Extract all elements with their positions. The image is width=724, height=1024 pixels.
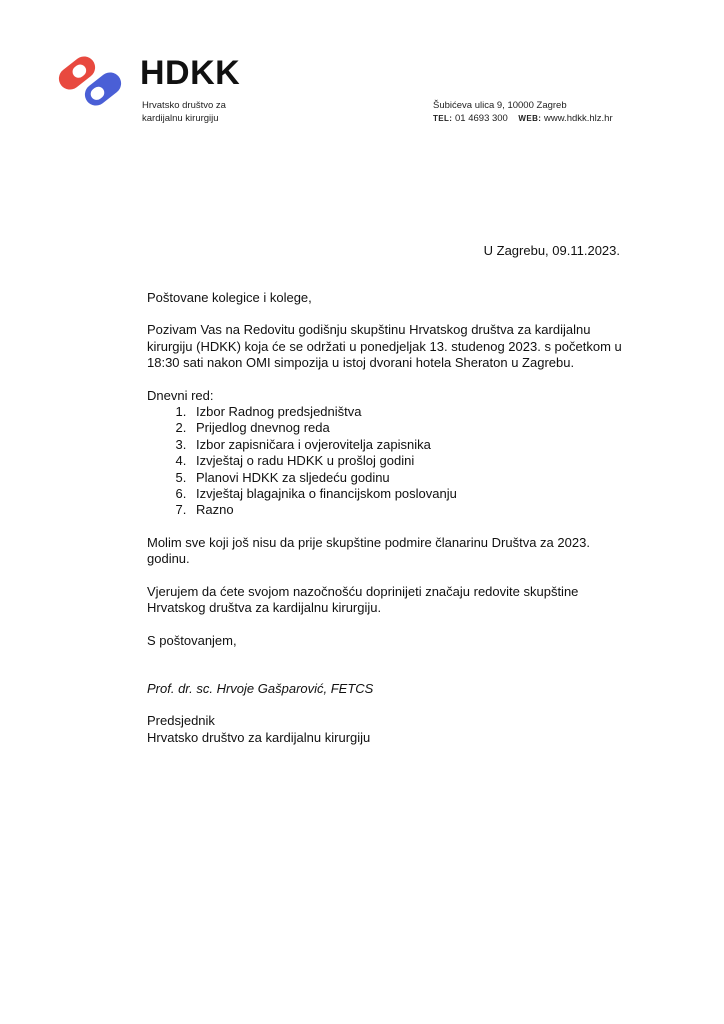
contact-block bbox=[433, 99, 613, 125]
agenda-item: 4. Izvještaj o radu HDKK u prošloj godini bbox=[190, 453, 627, 469]
agenda-item: 7. Razno bbox=[190, 502, 627, 518]
address: Šubićeva ulica 9, 10000 Zagreb bbox=[433, 100, 567, 111]
agenda-item: 1. Izbor Radnog predsjedništva bbox=[190, 404, 627, 420]
letter-date: U Zagrebu, 09.11.2023. bbox=[483, 243, 620, 258]
agenda-item: 5. Planovi HDKK za sljedeću godinu bbox=[190, 470, 627, 486]
fees-paragraph: Molim sve koji još nisu da prije skupštine podmire članarinu Društva za 2023. godinu. bbox=[147, 534, 590, 567]
contact-line bbox=[433, 112, 613, 125]
tel-value: 01 4693 300 bbox=[455, 113, 508, 124]
agenda-item: 3. Izbor zapisničara i ovjerovitelja zapisnika bbox=[190, 437, 627, 453]
signer-org: Hrvatsko društvo za kardijalnu kirurgiju bbox=[147, 729, 371, 745]
agenda-list bbox=[147, 404, 627, 519]
intro-paragraph: Pozivam Vas na Redovitu godišnju skupštinu Hrvatskog društva za kardijalnu kirurgiju (HDKK) koja će se održati u ponedjeljak 13. studenog 2023. s početkom u 18:30 sati nakon OMI simpozija u istoj dvorani hotela Sheraton u Zagrebu. bbox=[147, 322, 622, 371]
agenda-item: 6. Izvještaj blagajnika o financijskom poslovanju bbox=[190, 486, 627, 502]
org-name-line2: kardijalnu kirurgiju bbox=[142, 113, 219, 124]
web-link[interactable]: www.hdkk.hlz.hr bbox=[544, 113, 613, 124]
letter-body bbox=[147, 290, 627, 746]
org-name bbox=[142, 99, 226, 125]
brand-name: HDKK bbox=[140, 54, 241, 92]
signer-name: Prof. dr. sc. Hrvoje Gašparović, FETCS bbox=[147, 680, 374, 696]
agenda-item: 2. Prijedlog dnevnog reda bbox=[190, 420, 627, 436]
web-label: WEB: bbox=[518, 114, 542, 123]
closing-paragraph: Vjerujem da ćete svojom nazočnošću doprinijeti značaju redovite skupštine Hrvatskog društva za kardijalnu kirurgiju. bbox=[147, 583, 579, 616]
greeting: Poštovane kolegice i kolege, bbox=[147, 290, 312, 305]
signer-role: Predsjednik bbox=[147, 713, 215, 729]
regards: S poštovanjem, bbox=[147, 632, 237, 648]
org-name-line1: Hrvatsko društvo za bbox=[142, 100, 226, 111]
agenda-title: Dnevni red: bbox=[147, 387, 214, 403]
hdkk-logo-icon bbox=[55, 51, 125, 111]
tel-label: TEL: bbox=[433, 114, 453, 123]
